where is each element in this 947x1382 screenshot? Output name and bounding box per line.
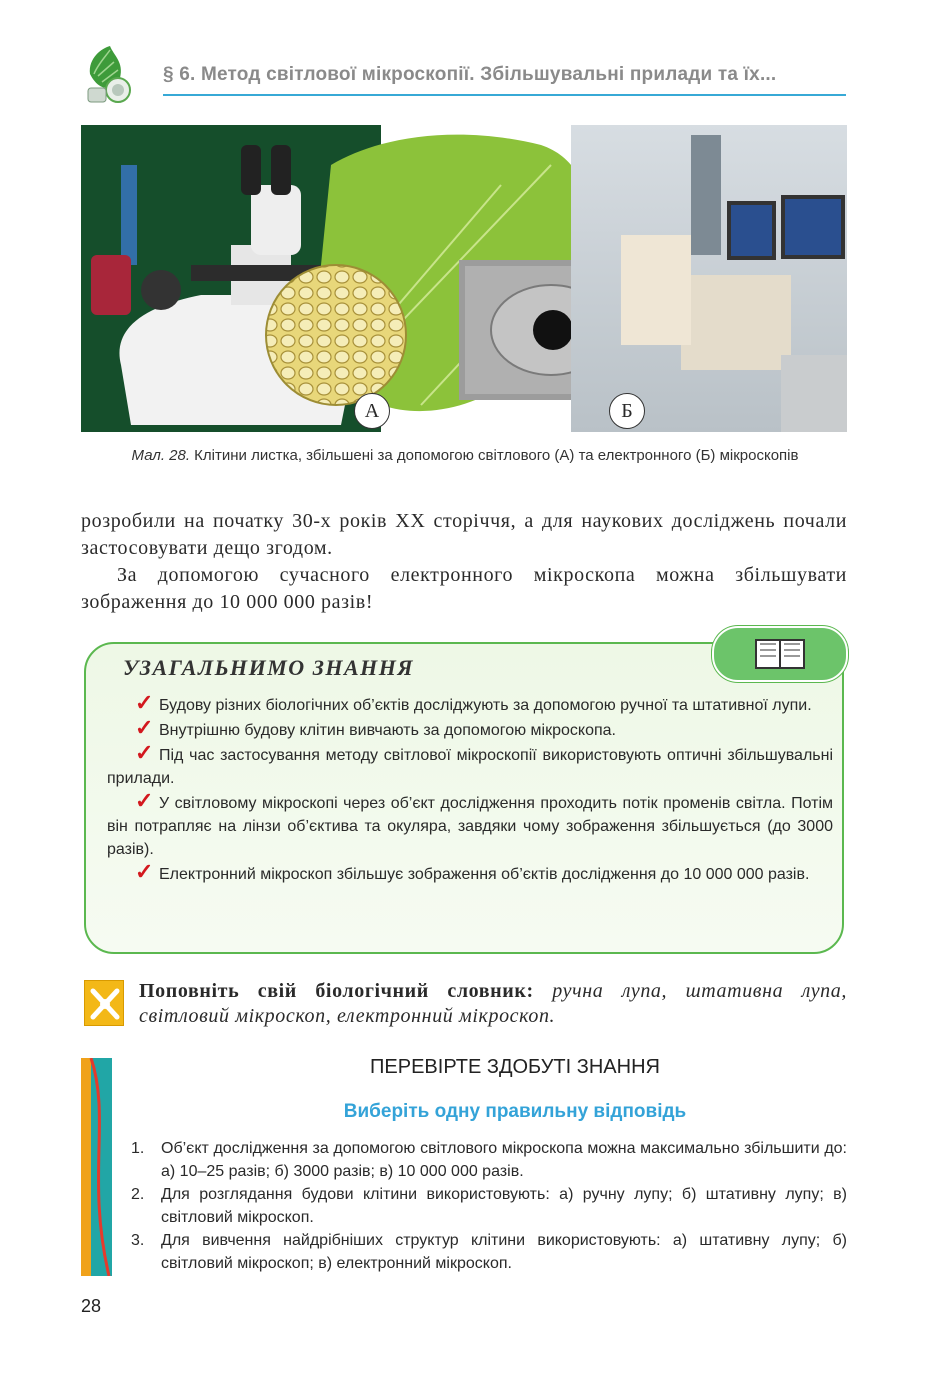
paragraph-1: розробили на початку 30-х років XX сторіччя, а для наукових досліджень почали застосовувати дещо згодом. [81,510,847,559]
checkmark-icon: ✓ [135,740,154,765]
summary-item: ✓ Під час застосування методу світлової мікроскопії використовують оптичні збільшувальні прилади. [107,740,833,787]
paragraph-2: За допомогою сучасного електронного мікроскопа можна збільшувати зображення до 10 000 000 разів! [81,564,847,613]
dictionary-icon [84,980,124,1026]
marker-b: Б [609,393,645,429]
test-heading: ПЕРЕВІРТЕ ЗДОБУТІ ЗНАННЯ [370,1056,660,1078]
header-rule [163,94,846,96]
book-tab [712,626,848,682]
question-item: 2. Для розглядання будови клітини використовують: а) ручну лупу; б) штативну лупу; в) світловий мікроскоп. [131,1186,847,1226]
checkmark-icon: ✓ [135,859,154,884]
page-number: 28 [81,1296,102,1316]
dictionary-lead: Поповніть свій біологічний словник: [139,980,534,1002]
summary-heading: УЗАГАЛЬНИМО ЗНАННЯ [123,655,415,680]
figure-microscopes [81,125,847,432]
checkmark-icon: ✓ [135,715,154,740]
checkmark-icon: ✓ [135,788,154,813]
decorative-side-bar [81,1058,112,1276]
summary-list [107,690,833,888]
summary-item: ✓ Електронний мікроскоп збільшує зображення об’єктів дослідження до 10 000 000 разів. [135,859,810,884]
question-list [131,1137,847,1275]
running-header-title: § 6. Метод світлової мікроскопії. Збільшувальні прилади та їх... [163,64,777,85]
caption-text: Клітини листка, збільшені за допомогою світлового (А) та електронного (Б) мікроскопів [190,447,799,464]
caption-label: Мал. 28. [131,447,191,464]
summary-item: ✓ Внутрішню будову клітин вивчають за допомогою мікроскопа. [135,715,616,740]
summary-item: ✓ У світловому мікроскопі через об’єкт дослідження проходить потік променів світла. Потім він потрапляє на лінзи об’єктива та окуляра, завдяки чому зображення збільшується (до 3000 разів). [107,788,833,858]
figure-caption [110,446,820,465]
question-item: 1. Об’єкт дослідження за допомогою світлового мікроскопа можна максимально збільшити до: а) 10–25 разів; б) 3000 разів; в) 10 000 000 разів. [131,1140,847,1180]
summary-item: ✓ Будову різних біологічних об’єктів досліджують за допомогою ручної та штативної лупи. [135,690,812,715]
question-item: 3. Для вивчення найдрібніших структур клітини використовують: а) штативну лупу; б) світловий мікроскоп; в) електронний мікроскоп. [131,1232,847,1272]
dictionary-terms: ручна лупа, штативна лупа, світловий мікроскоп, електронний мікроскоп. [139,980,847,1027]
open-book-icon [714,628,846,680]
body-text [81,508,847,616]
marker-a: А [354,393,390,429]
test-subheading: Виберіть одну правильну відповідь [343,1101,687,1122]
dictionary-text [139,979,847,1029]
leaf-logo-icon [84,44,142,106]
checkmark-icon: ✓ [135,690,154,715]
